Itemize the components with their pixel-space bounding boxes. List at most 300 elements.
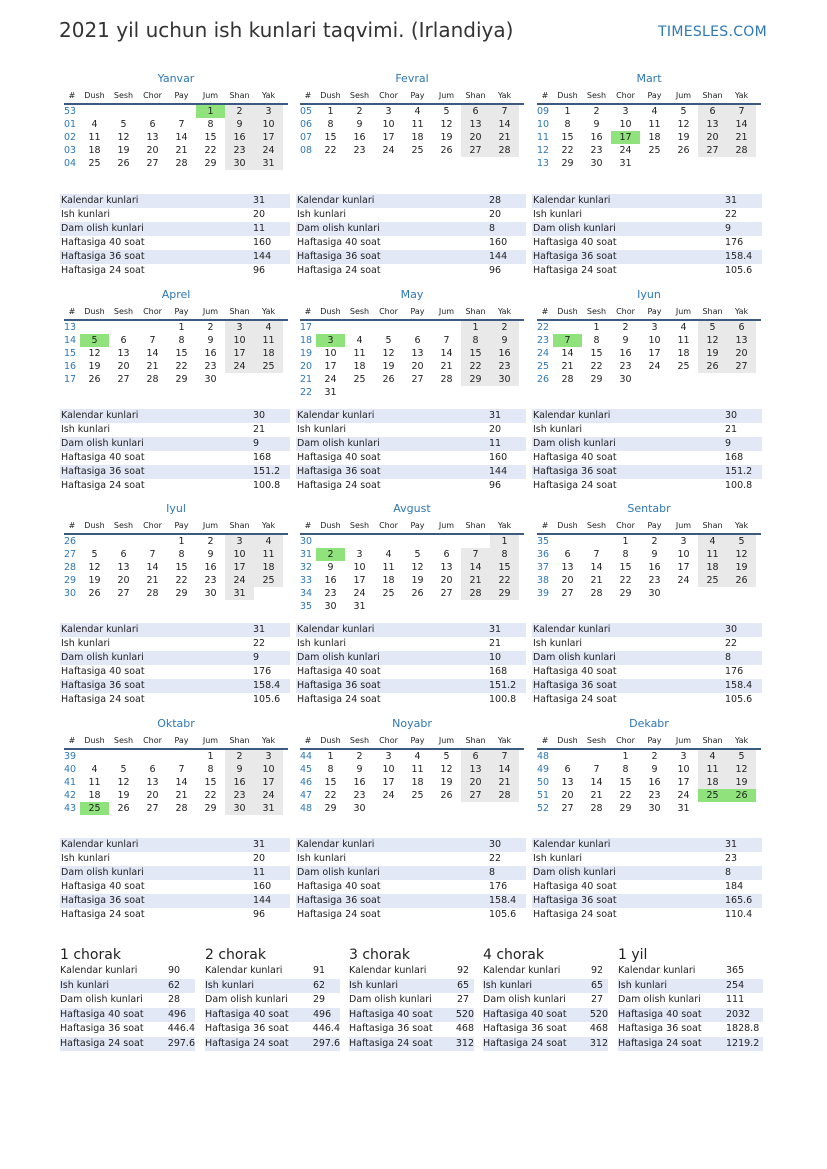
stat-label: Ish kunlari bbox=[297, 638, 347, 649]
week-row bbox=[64, 561, 288, 574]
week-row bbox=[64, 118, 288, 131]
day-cell: 7 bbox=[490, 105, 519, 118]
stat-label: Haftasiga 36 soat bbox=[61, 680, 145, 691]
stat-row bbox=[296, 222, 526, 236]
stat-label: Haftasiga 40 soat bbox=[533, 666, 617, 677]
week-number: 29 bbox=[64, 575, 77, 586]
stat-label: Haftasiga 24 soat bbox=[533, 265, 617, 276]
day-cell: 21 bbox=[490, 131, 519, 144]
quarter-stat-row bbox=[60, 964, 195, 979]
day-cell: 3 bbox=[225, 321, 254, 334]
quarter-stat-value: 29 bbox=[313, 994, 326, 1005]
quarter-stat-label: Ish kunlari bbox=[483, 979, 533, 991]
day-cell bbox=[553, 535, 582, 548]
week-number: 26 bbox=[537, 374, 550, 385]
day-cell: 21 bbox=[590, 575, 603, 586]
day-cell: 6 bbox=[698, 105, 727, 118]
stat-row bbox=[532, 651, 762, 665]
quarter-stat-label: Dam olish kunlari bbox=[618, 994, 701, 1005]
day-cell: 13 bbox=[440, 562, 453, 573]
holiday-day-cell: 17 bbox=[611, 131, 640, 144]
stat-label: Haftasiga 24 soat bbox=[297, 265, 381, 276]
weekday-label: Yak bbox=[497, 91, 512, 100]
quarter-stat-label: Ish kunlari bbox=[349, 979, 399, 991]
day-cell bbox=[167, 105, 196, 118]
month-stats bbox=[532, 838, 762, 922]
day-cell: 8 bbox=[207, 119, 214, 130]
day-cell: 26 bbox=[698, 360, 727, 373]
quarter-summary bbox=[618, 946, 763, 1051]
day-cell: 21 bbox=[590, 790, 603, 801]
quarter-stat-value: 496 bbox=[313, 1008, 332, 1020]
day-cell: 13 bbox=[146, 777, 159, 788]
day-cell: 19 bbox=[411, 575, 424, 586]
day-cell bbox=[374, 802, 403, 815]
quarter-stat-label: Kalendar kunlari bbox=[60, 965, 138, 976]
day-cell bbox=[374, 600, 403, 613]
quarter-stat-label: Haftasiga 36 soat bbox=[205, 1023, 289, 1034]
day-cell: 13 bbox=[117, 348, 130, 359]
month-name: Oktabr bbox=[157, 717, 195, 730]
stat-label: Haftasiga 36 soat bbox=[297, 895, 381, 906]
day-cell: 26 bbox=[677, 145, 690, 156]
week-number: 08 bbox=[300, 145, 313, 156]
day-cell: 17 bbox=[225, 347, 254, 360]
quarter-stat-label: Haftasiga 36 soat bbox=[60, 1023, 144, 1034]
day-cell bbox=[553, 750, 582, 763]
stat-row bbox=[60, 665, 290, 679]
stat-value: 151.2 bbox=[725, 466, 753, 477]
stat-value: 11 bbox=[253, 867, 266, 878]
day-cell: 6 bbox=[564, 549, 571, 560]
day-cell: 10 bbox=[225, 548, 254, 561]
day-cell: 6 bbox=[564, 764, 571, 775]
stat-label: Haftasiga 40 soat bbox=[61, 237, 145, 248]
week-number: 14 bbox=[64, 335, 77, 346]
weekday-label: Shan bbox=[465, 736, 486, 745]
day-cell: 24 bbox=[353, 588, 366, 599]
stat-row bbox=[296, 908, 526, 922]
day-cell: 26 bbox=[117, 158, 130, 169]
week-number: 27 bbox=[64, 549, 77, 560]
week-number-header: # bbox=[68, 736, 76, 745]
day-cell: 12 bbox=[117, 777, 130, 788]
stat-label: Dam olish kunlari bbox=[533, 652, 616, 663]
week-number: 16 bbox=[64, 361, 77, 372]
quarter-stat-label: Dam olish kunlari bbox=[349, 994, 432, 1005]
brand-link[interactable]: TIMESLES.COM bbox=[658, 24, 767, 40]
week-row bbox=[300, 144, 524, 157]
weekday-label: Jum bbox=[675, 736, 692, 745]
week-number: 17 bbox=[64, 374, 77, 385]
day-cell: 19 bbox=[727, 776, 756, 789]
day-cell: 30 bbox=[648, 588, 661, 599]
stat-row bbox=[532, 423, 762, 437]
day-cell: 20 bbox=[561, 790, 574, 801]
day-cell: 2 bbox=[356, 751, 363, 762]
day-cell: 3 bbox=[254, 750, 283, 763]
week-row bbox=[537, 144, 761, 157]
day-cell: 6 bbox=[443, 549, 450, 560]
day-cell: 16 bbox=[204, 562, 217, 573]
day-cell: 1 bbox=[327, 751, 334, 762]
day-cell: 27 bbox=[146, 803, 159, 814]
stat-row bbox=[532, 623, 762, 637]
day-cell: 1 bbox=[178, 536, 185, 547]
weekday-label: Dush bbox=[557, 521, 578, 530]
week-row bbox=[537, 334, 761, 347]
week-row bbox=[537, 587, 761, 600]
stat-label: Haftasiga 24 soat bbox=[297, 909, 381, 920]
week-row bbox=[300, 750, 524, 763]
weekday-label: Pay bbox=[174, 521, 189, 530]
quarter-stat-label: Haftasiga 36 soat bbox=[349, 1023, 433, 1034]
day-cell bbox=[640, 373, 669, 386]
day-cell: 12 bbox=[677, 119, 690, 130]
day-cell: 2 bbox=[207, 536, 214, 547]
week-number: 34 bbox=[300, 588, 313, 599]
quarter-stat-value: 446.4 bbox=[312, 1023, 340, 1034]
month-name: Yanvar bbox=[157, 72, 195, 85]
week-row bbox=[300, 386, 524, 399]
day-cell bbox=[727, 802, 756, 815]
day-cell: 6 bbox=[120, 549, 127, 560]
week-row bbox=[537, 750, 761, 763]
week-row bbox=[537, 321, 761, 334]
day-cell: 12 bbox=[382, 348, 395, 359]
quarter-stat-label: Dam olish kunlari bbox=[60, 994, 143, 1005]
day-cell: 6 bbox=[461, 750, 490, 763]
day-cell bbox=[698, 802, 727, 815]
week-number: 10 bbox=[537, 119, 550, 130]
day-cell: 1 bbox=[178, 322, 185, 333]
stat-row bbox=[60, 623, 290, 637]
day-cell: 14 bbox=[490, 763, 519, 776]
stat-label: Haftasiga 24 soat bbox=[61, 265, 145, 276]
day-cell bbox=[669, 373, 698, 386]
day-cell: 14 bbox=[461, 561, 490, 574]
weekday-label: Chor bbox=[143, 91, 162, 100]
stat-label: Haftasiga 24 soat bbox=[297, 480, 381, 491]
day-cell: 14 bbox=[490, 118, 519, 131]
day-cell: 17 bbox=[324, 361, 337, 372]
weekday-label: Yak bbox=[497, 307, 512, 316]
quarter-stat-row bbox=[349, 1037, 474, 1052]
day-cell: 10 bbox=[382, 119, 395, 130]
quarter-title: 3 chorak bbox=[349, 947, 410, 963]
day-cell bbox=[669, 157, 698, 170]
stat-row bbox=[60, 409, 290, 423]
week-row bbox=[537, 373, 761, 386]
stat-value: 160 bbox=[253, 237, 272, 248]
month-name: Dekabr bbox=[629, 717, 669, 730]
week-row bbox=[300, 574, 524, 587]
day-cell: 13 bbox=[561, 562, 574, 573]
quarter-stat-label: Kalendar kunlari bbox=[349, 965, 427, 976]
stat-row bbox=[532, 451, 762, 465]
week-row bbox=[537, 789, 761, 802]
day-cell bbox=[669, 587, 698, 600]
stat-label: Ish kunlari bbox=[61, 853, 111, 864]
month-name: Fevral bbox=[395, 72, 429, 85]
stat-row bbox=[532, 894, 762, 908]
day-cell: 30 bbox=[353, 803, 366, 814]
day-cell: 20 bbox=[146, 790, 159, 801]
day-cell: 30 bbox=[225, 802, 254, 815]
day-cell: 1 bbox=[564, 106, 571, 117]
stat-label: Haftasiga 40 soat bbox=[533, 881, 617, 892]
week-number: 22 bbox=[537, 322, 550, 333]
day-cell: 31 bbox=[677, 803, 690, 814]
week-number: 47 bbox=[300, 790, 313, 801]
day-cell: 7 bbox=[443, 335, 450, 346]
weekday-header bbox=[300, 519, 524, 535]
week-number: 39 bbox=[537, 588, 550, 599]
day-cell: 29 bbox=[561, 158, 574, 169]
day-cell: 7 bbox=[149, 335, 156, 346]
week-row bbox=[64, 587, 288, 600]
day-cell: 23 bbox=[324, 588, 337, 599]
week-number: 22 bbox=[300, 387, 313, 398]
day-cell bbox=[403, 802, 432, 815]
stat-row bbox=[60, 651, 290, 665]
quarter-stat-value: 90 bbox=[168, 965, 181, 976]
weekday-label: Dush bbox=[84, 91, 105, 100]
day-cell: 29 bbox=[619, 803, 632, 814]
day-cell: 16 bbox=[204, 348, 217, 359]
day-cell: 5 bbox=[680, 106, 687, 117]
stat-value: 144 bbox=[253, 895, 272, 906]
quarter-stat-row bbox=[349, 979, 474, 994]
day-cell: 20 bbox=[698, 131, 727, 144]
stat-label: Haftasiga 36 soat bbox=[533, 251, 617, 262]
stat-value: 176 bbox=[725, 237, 744, 248]
day-cell: 6 bbox=[461, 105, 490, 118]
quarter-stat-value: 468 bbox=[589, 1023, 608, 1034]
stat-label: Haftasiga 24 soat bbox=[61, 909, 145, 920]
stat-row bbox=[60, 637, 290, 651]
weekday-label: Dush bbox=[557, 91, 578, 100]
day-cell: 26 bbox=[88, 588, 101, 599]
day-cell: 11 bbox=[88, 777, 101, 788]
week-number: 26 bbox=[64, 536, 77, 547]
day-cell bbox=[109, 105, 138, 118]
day-cell: 27 bbox=[411, 374, 424, 385]
stat-label: Kalendar kunlari bbox=[297, 195, 375, 206]
weekday-header bbox=[300, 305, 524, 321]
day-cell: 8 bbox=[622, 764, 629, 775]
day-cell: 18 bbox=[254, 561, 283, 574]
weekday-label: Jum bbox=[202, 521, 219, 530]
stat-row bbox=[60, 451, 290, 465]
week-number: 32 bbox=[300, 562, 313, 573]
week-row bbox=[537, 157, 761, 170]
day-cell: 26 bbox=[382, 374, 395, 385]
stat-value: 22 bbox=[253, 638, 266, 649]
day-cell: 20 bbox=[727, 347, 756, 360]
day-cell: 18 bbox=[88, 790, 101, 801]
stat-label: Haftasiga 40 soat bbox=[297, 452, 381, 463]
weekday-label: Sesh bbox=[113, 307, 134, 316]
day-cell: 4 bbox=[680, 322, 687, 333]
day-cell: 5 bbox=[414, 549, 421, 560]
day-cell bbox=[698, 587, 727, 600]
stat-label: Haftasiga 36 soat bbox=[533, 466, 617, 477]
day-cell: 16 bbox=[353, 777, 366, 788]
week-row bbox=[64, 157, 288, 170]
day-cell: 25 bbox=[382, 588, 395, 599]
stat-value: 21 bbox=[725, 424, 738, 435]
week-number: 33 bbox=[300, 575, 313, 586]
month-stats bbox=[296, 409, 526, 493]
month-name: Noyabr bbox=[392, 717, 432, 730]
day-cell bbox=[345, 535, 374, 548]
day-cell bbox=[432, 535, 461, 548]
quarter-stat-row bbox=[483, 1022, 608, 1037]
day-cell: 10 bbox=[382, 764, 395, 775]
day-cell: 18 bbox=[88, 145, 101, 156]
day-cell: 29 bbox=[619, 588, 632, 599]
day-cell: 25 bbox=[353, 374, 366, 385]
day-cell: 27 bbox=[461, 789, 490, 802]
day-cell: 4 bbox=[385, 549, 392, 560]
quarter-stat-row bbox=[349, 1022, 474, 1037]
week-number: 36 bbox=[537, 549, 550, 560]
day-cell: 19 bbox=[382, 361, 395, 372]
day-cell: 8 bbox=[178, 335, 185, 346]
day-cell: 6 bbox=[727, 321, 756, 334]
stat-label: Haftasiga 24 soat bbox=[61, 480, 145, 491]
stat-row bbox=[532, 908, 762, 922]
day-cell: 16 bbox=[619, 348, 632, 359]
day-cell: 27 bbox=[698, 144, 727, 157]
day-cell: 8 bbox=[490, 548, 519, 561]
day-cell: 19 bbox=[88, 575, 101, 586]
day-cell: 9 bbox=[207, 335, 214, 346]
day-cell: 23 bbox=[225, 789, 254, 802]
day-cell bbox=[461, 600, 490, 613]
stat-row bbox=[532, 437, 762, 451]
day-cell: 31 bbox=[254, 802, 283, 815]
holiday-day-cell: 7 bbox=[553, 334, 582, 347]
quarter-stat-label: Ish kunlari bbox=[60, 979, 110, 991]
quarter-stat-row bbox=[618, 1008, 763, 1023]
week-number-header: # bbox=[304, 736, 312, 745]
stat-row bbox=[532, 880, 762, 894]
quarter-stat-value: 27 bbox=[591, 994, 604, 1005]
day-cell: 4 bbox=[356, 335, 363, 346]
day-cell: 28 bbox=[440, 374, 453, 385]
quarter-stat-value: 65 bbox=[457, 979, 470, 991]
week-number: 07 bbox=[300, 132, 313, 143]
weekday-label: Jum bbox=[438, 91, 455, 100]
month-calendar bbox=[300, 717, 524, 815]
day-cell: 17 bbox=[677, 777, 690, 788]
week-row bbox=[537, 802, 761, 815]
day-cell: 29 bbox=[204, 158, 217, 169]
weekday-label: Jum bbox=[675, 521, 692, 530]
day-cell: 19 bbox=[698, 347, 727, 360]
day-cell: 10 bbox=[677, 764, 690, 775]
stat-row bbox=[60, 437, 290, 451]
stat-label: Dam olish kunlari bbox=[61, 438, 144, 449]
day-cell bbox=[254, 587, 283, 600]
stat-value: 151.2 bbox=[489, 680, 517, 691]
day-cell bbox=[403, 321, 432, 334]
quarter-stat-value: 65 bbox=[591, 979, 604, 991]
stat-label: Haftasiga 24 soat bbox=[533, 694, 617, 705]
day-cell: 8 bbox=[622, 549, 629, 560]
stat-value: 100.8 bbox=[489, 694, 517, 705]
day-cell: 13 bbox=[698, 118, 727, 131]
day-cell: 22 bbox=[619, 575, 632, 586]
weekday-label: Yak bbox=[497, 521, 512, 530]
weekday-label: Shan bbox=[465, 91, 486, 100]
day-cell: 25 bbox=[411, 790, 424, 801]
day-cell: 5 bbox=[120, 119, 127, 130]
quarter-stat-value: 1219.2 bbox=[726, 1037, 760, 1049]
week-row bbox=[300, 548, 524, 561]
quarter-stat-value: 91 bbox=[313, 965, 326, 976]
week-number: 21 bbox=[300, 374, 313, 385]
holiday-day-cell: 25 bbox=[80, 802, 109, 815]
month-calendar bbox=[64, 717, 288, 815]
stat-row bbox=[296, 665, 526, 679]
day-cell: 18 bbox=[411, 777, 424, 788]
stat-value: 9 bbox=[253, 438, 260, 449]
stat-label: Ish kunlari bbox=[533, 638, 583, 649]
day-cell: 4 bbox=[254, 321, 283, 334]
day-cell: 20 bbox=[461, 776, 490, 789]
day-cell: 5 bbox=[727, 535, 756, 548]
day-cell bbox=[80, 535, 109, 548]
day-cell: 22 bbox=[490, 574, 519, 587]
stat-label: Haftasiga 40 soat bbox=[61, 452, 145, 463]
day-cell: 15 bbox=[461, 347, 490, 360]
day-cell: 23 bbox=[590, 145, 603, 156]
stat-label: Dam olish kunlari bbox=[61, 867, 144, 878]
day-cell bbox=[109, 321, 138, 334]
day-cell: 27 bbox=[727, 360, 756, 373]
week-row bbox=[64, 802, 288, 815]
stat-label: Haftasiga 36 soat bbox=[61, 466, 145, 477]
weekday-label: Sesh bbox=[586, 307, 607, 316]
day-cell: 22 bbox=[175, 575, 188, 586]
week-row bbox=[300, 321, 524, 334]
stat-row bbox=[60, 852, 290, 866]
month-name: Mart bbox=[636, 72, 662, 85]
day-cell: 24 bbox=[324, 374, 337, 385]
stat-label: Kalendar kunlari bbox=[297, 410, 375, 421]
day-cell: 11 bbox=[382, 562, 395, 573]
day-cell: 6 bbox=[149, 764, 156, 775]
stat-row bbox=[296, 880, 526, 894]
stat-value: 176 bbox=[725, 666, 744, 677]
month-name: Iyun bbox=[637, 288, 661, 301]
day-cell: 24 bbox=[382, 790, 395, 801]
quarter-stat-row bbox=[60, 1037, 195, 1052]
stat-label: Dam olish kunlari bbox=[533, 438, 616, 449]
week-number: 50 bbox=[537, 777, 550, 788]
week-number: 13 bbox=[64, 322, 77, 333]
day-cell bbox=[345, 386, 374, 399]
stat-value: 31 bbox=[253, 195, 266, 206]
day-cell bbox=[727, 373, 756, 386]
day-cell: 10 bbox=[324, 348, 337, 359]
week-row bbox=[64, 548, 288, 561]
week-row bbox=[537, 776, 761, 789]
day-cell: 2 bbox=[622, 322, 629, 333]
